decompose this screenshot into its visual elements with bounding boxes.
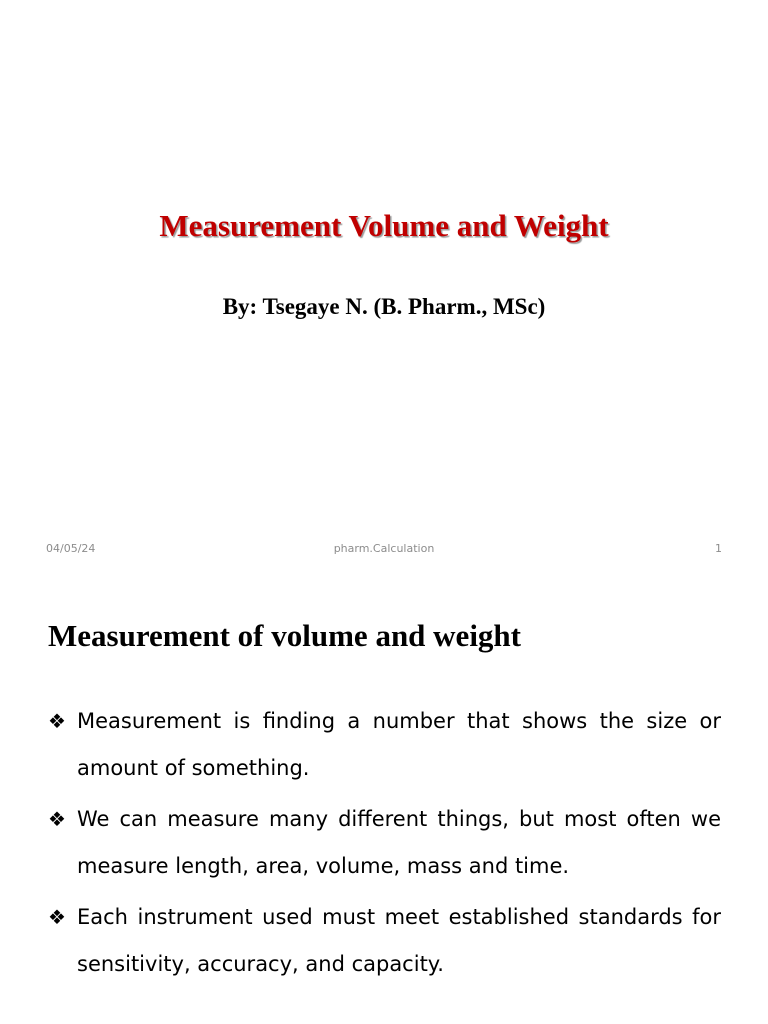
diamond-bullet-icon: ❖	[48, 905, 66, 929]
footer-page-number: 1	[715, 542, 722, 555]
bullet-item	[48, 698, 721, 792]
presentation-title: Measurement Volume and Weight	[159, 208, 609, 243]
bullet-item	[48, 796, 721, 890]
slide-heading: Measurement of volume and weight	[48, 618, 521, 653]
diamond-bullet-icon: ❖	[48, 709, 66, 733]
diamond-bullet-icon: ❖	[48, 807, 66, 831]
bullet-item	[48, 894, 721, 988]
bullet-list	[48, 698, 721, 992]
presentation-author: By: Tsegaye N. (B. Pharm., MSc)	[222, 294, 546, 319]
content-slide	[0, 576, 768, 1024]
footer-date: 04/05/24	[46, 542, 96, 555]
footer-course-name: pharm.Calculation	[333, 542, 435, 555]
bullet-text: Measurement is finding a number that shows the size or amount of something.	[77, 709, 721, 780]
bullet-text: Each instrument used must meet established standards for sensitivity, accuracy, and capacity.	[77, 905, 721, 976]
bullet-text: We can measure many different things, but most often we measure length, area, volume, mass and time.	[77, 807, 721, 878]
